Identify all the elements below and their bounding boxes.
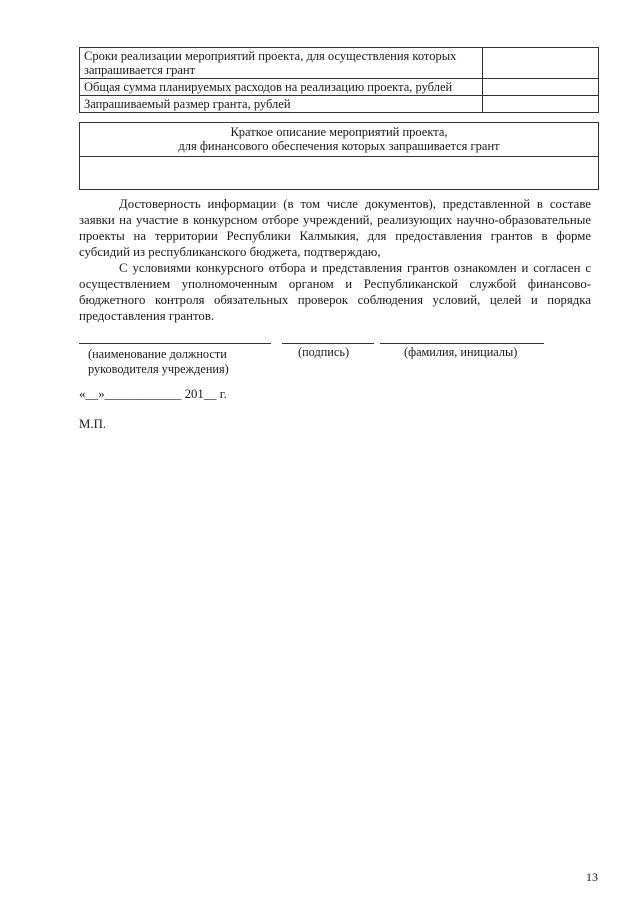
stamp-mark: М.П. — [79, 417, 107, 431]
total-expenses-value — [483, 79, 599, 96]
table-row — [80, 79, 599, 96]
name-signature-line — [380, 343, 544, 344]
description-body — [80, 157, 599, 190]
grant-amount-value — [483, 96, 599, 113]
table-row — [80, 157, 599, 190]
table-row — [80, 123, 599, 157]
signature-line — [282, 343, 374, 344]
project-info-table — [79, 47, 599, 113]
grant-amount-label: Запрашиваемый размер гранта, рублей — [80, 96, 483, 113]
position-caption: (наименование должности руководителя учреждения) — [88, 347, 229, 376]
position-signature-line — [79, 343, 271, 344]
implementation-period-label: Сроки реализации мероприятий проекта, для осуществления которых запрашивается грант — [80, 48, 483, 79]
description-heading-line2: для финансового обеспечения которых запрашивается грант — [178, 139, 500, 153]
name-caption: (фамилия, инициалы) — [404, 345, 518, 359]
description-heading — [80, 123, 599, 157]
table-row — [80, 96, 599, 113]
consent-paragraph: С условиями конкурсного отбора и представления грантов ознакомлен и согласен с осуществлением уполномоченным органом и Республиканской службой финансово-бюджетного контроля обязательных проверок соблюдения условий, целей и порядка предоставления грантов. — [79, 261, 591, 323]
signature-caption: (подпись) — [298, 345, 350, 359]
reliability-paragraph: Достоверность информации (в том числе документов), представленной в составе заявки на участие в конкурсном отборе учреждений, реализующих научно-образовательные проекты на территории Республики Калмыкия, для предоставления грантов в форме субсидий из республиканского бюджета, подтверждаю, — [79, 197, 591, 259]
description-table — [79, 122, 599, 190]
date-line: «__»____________ 201__ г. — [79, 387, 227, 401]
total-expenses-label: Общая сумма планируемых расходов на реализацию проекта, рублей — [80, 79, 483, 96]
table-row — [80, 48, 599, 79]
implementation-period-value — [483, 48, 599, 79]
page-number: 13 — [586, 870, 598, 884]
description-heading-line1: Краткое описание мероприятий проекта, — [230, 125, 448, 139]
